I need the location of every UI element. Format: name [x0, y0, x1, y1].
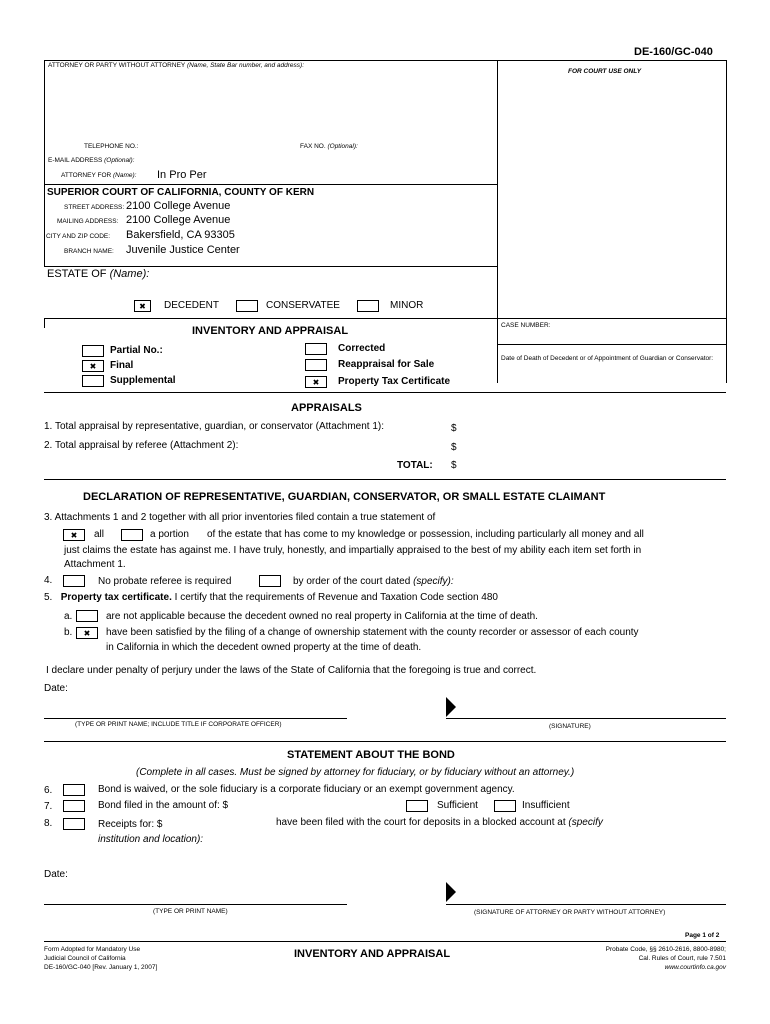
item-8-specify: institution and location):	[98, 834, 204, 845]
bond-title: STATEMENT ABOUT THE BOND	[287, 749, 455, 761]
insufficient-checkbox[interactable]	[494, 800, 516, 812]
reappraisal-label: Reappraisal for Sale	[338, 359, 435, 370]
item-6-text: Bond is waived, or the sole fiduciary is a corporate fiduciary or an exempt government agency.	[98, 784, 515, 795]
corrected-checkbox[interactable]	[305, 343, 327, 355]
estate-of-label: ESTATE OF (Name):	[47, 268, 150, 280]
item-3-cont3: Attachment 1.	[64, 559, 126, 570]
supplemental-label: Supplemental	[110, 375, 176, 386]
receipts-checkbox[interactable]	[63, 818, 85, 830]
item-7-num: 7.	[44, 801, 53, 812]
item-7-text: Bond filed in the amount of: $	[98, 800, 229, 811]
page-number: Page 1 of 2	[685, 932, 720, 939]
attorney-for-label: ATTORNEY FOR (Name):	[61, 172, 137, 179]
item-8-b: have been filed with the court for deposits in a blocked account at (specify	[276, 817, 603, 828]
perjury-statement: I declare under penalty of perjury under the laws of the State of California that the foregoing is true and correct.	[46, 665, 537, 676]
sufficient-label: Sufficient	[437, 800, 478, 811]
bond-date-label: Date:	[44, 869, 68, 880]
email-label: E-MAIL ADDRESS (Optional):	[48, 157, 135, 164]
court-use-only: FOR COURT USE ONLY	[568, 68, 642, 75]
appraisal-line-1: 1. Total appraisal by representative, guardian, or conservator (Attachment 1):	[44, 421, 384, 432]
all-checkbox[interactable]	[63, 529, 85, 541]
city-value[interactable]: Bakersfield, CA 93305	[126, 229, 235, 241]
minor-label: MINOR	[390, 300, 424, 311]
item-5b-text2: in California in which the decedent owned property at the time of death.	[106, 642, 422, 653]
court-order-label: by order of the court dated (specify):	[293, 576, 454, 587]
corrected-label: Corrected	[338, 343, 386, 354]
minor-checkbox[interactable]	[357, 300, 379, 312]
footer-title: INVENTORY AND APPRAISAL	[294, 948, 451, 960]
footer-codes: Probate Code, §§ 2610-2616, 8800-8980; Cal. Rules of Court, rule 7.501 www.courtinfo.ca.gov	[605, 946, 726, 971]
city-label: CITY AND ZIP CODE:	[46, 233, 111, 240]
street-value[interactable]: 2100 College Avenue	[126, 200, 231, 212]
sufficient-checkbox[interactable]	[406, 800, 428, 812]
property-tax-label: Property Tax Certificate	[338, 376, 451, 387]
declaration-date-label: Date:	[44, 683, 68, 694]
bond-filed-checkbox[interactable]	[63, 800, 85, 812]
insufficient-label: Insufficient	[522, 800, 570, 811]
print-name-label: (TYPE OR PRINT NAME; INCLUDE TITLE IF CORPORATE OFFICER)	[75, 721, 282, 728]
all-label: all	[94, 529, 105, 540]
declaration-title: DECLARATION OF REPRESENTATIVE, GUARDIAN, CONSERVATOR, OR SMALL ESTATE CLAIMANT	[83, 491, 606, 503]
dollar-1: $	[451, 423, 457, 434]
item-3-cont2: just claims the estate has against me. I have truly, honestly, and impartially appraised to the best of my ability each item set forth in	[64, 545, 642, 556]
item-5b-checkbox[interactable]	[76, 627, 98, 639]
partial-checkbox[interactable]	[82, 345, 104, 357]
mailing-label: MAILING ADDRESS:	[57, 218, 119, 225]
no-referee-label: No probate referee is required	[98, 576, 232, 587]
item-5b-text: have been satisfied by the filing of a change of ownership statement with the county recorder or assessor of each county	[106, 627, 639, 638]
sign-arrow-icon	[446, 697, 456, 717]
portion-checkbox[interactable]	[121, 529, 143, 541]
bond-signature-label: (SIGNATURE OF ATTORNEY OR PARTY WITHOUT ATTORNEY)	[474, 909, 666, 916]
item-5a-label: a.	[64, 611, 73, 622]
total-label: TOTAL:	[397, 460, 433, 471]
dollar-total: $	[451, 460, 457, 471]
date-of-death-label: Date of Death of Decedent or of Appointment of Guardian or Conservator:	[501, 355, 714, 362]
final-label: Final	[110, 360, 134, 371]
portion-label: a portion	[150, 529, 189, 540]
item-3-cont: of the estate that has come to my knowledge or possession, including particularly all money and all	[207, 529, 644, 540]
item-5: 5. Property tax certificate. I certify that the requirements of Revenue and Taxation Code section 480	[44, 592, 498, 603]
branch-label: BRANCH NAME:	[64, 248, 114, 255]
decedent-label: DECEDENT	[164, 300, 220, 311]
attorney-for-value[interactable]: In Pro Per	[157, 169, 207, 181]
appraisal-line-2: 2. Total appraisal by referee (Attachment 2):	[44, 440, 239, 451]
supplemental-checkbox[interactable]	[82, 375, 104, 387]
no-referee-checkbox[interactable]	[63, 575, 85, 587]
item-5a-text: are not applicable because the decedent owned no real property in California at the time of death.	[106, 611, 538, 622]
court-title: SUPERIOR COURT OF CALIFORNIA, COUNTY OF KERN	[47, 187, 315, 198]
item-3: 3. Attachments 1 and 2 together with all prior inventories filed contain a true statement of	[44, 512, 436, 523]
fax-label: FAX NO. (Optional):	[300, 143, 358, 150]
street-label: STREET ADDRESS:	[64, 204, 125, 211]
case-number-label: CASE NUMBER:	[501, 322, 551, 329]
mailing-value[interactable]: 2100 College Avenue	[126, 214, 231, 226]
item-8-text: Receipts for: $	[98, 819, 163, 830]
appraisals-title: APPRAISALS	[291, 402, 362, 414]
reappraisal-checkbox[interactable]	[305, 359, 327, 371]
bond-subtitle: (Complete in all cases. Must be signed by attorney for fiduciary, or by fiduciary without an attorney.)	[136, 767, 575, 778]
item-5a-checkbox[interactable]	[76, 610, 98, 622]
bond-print-name-label: (TYPE OR PRINT NAME)	[153, 908, 228, 915]
property-tax-checkbox[interactable]	[305, 376, 327, 388]
bond-waived-checkbox[interactable]	[63, 784, 85, 796]
telephone-label: TELEPHONE NO.:	[84, 143, 139, 150]
conservatee-label: CONSERVATEE	[266, 300, 340, 311]
partial-label: Partial No.:	[110, 345, 163, 356]
final-checkbox[interactable]	[82, 360, 104, 372]
form-adopted: Form Adopted for Mandatory Use Judicial Council of California DE-160/GC-040 [Rev. January 1, 2007]	[44, 946, 158, 971]
branch-value[interactable]: Juvenile Justice Center	[126, 244, 240, 256]
inventory-title: INVENTORY AND APPRAISAL	[192, 325, 349, 337]
decedent-checkbox[interactable]	[134, 300, 151, 312]
conservatee-checkbox[interactable]	[236, 300, 258, 312]
signature-label: (SIGNATURE)	[549, 723, 591, 730]
form-number: DE-160/GC-040	[634, 46, 713, 58]
item-5b-label: b.	[64, 627, 73, 638]
bond-sign-arrow-icon	[446, 882, 456, 902]
dollar-2: $	[451, 442, 457, 453]
item-4-num: 4.	[44, 575, 53, 586]
court-order-checkbox[interactable]	[259, 575, 281, 587]
item-8-num: 8.	[44, 818, 53, 829]
attorney-label: ATTORNEY OR PARTY WITHOUT ATTORNEY (Name, State Bar number, and address):	[48, 62, 305, 69]
item-6-num: 6.	[44, 785, 53, 796]
